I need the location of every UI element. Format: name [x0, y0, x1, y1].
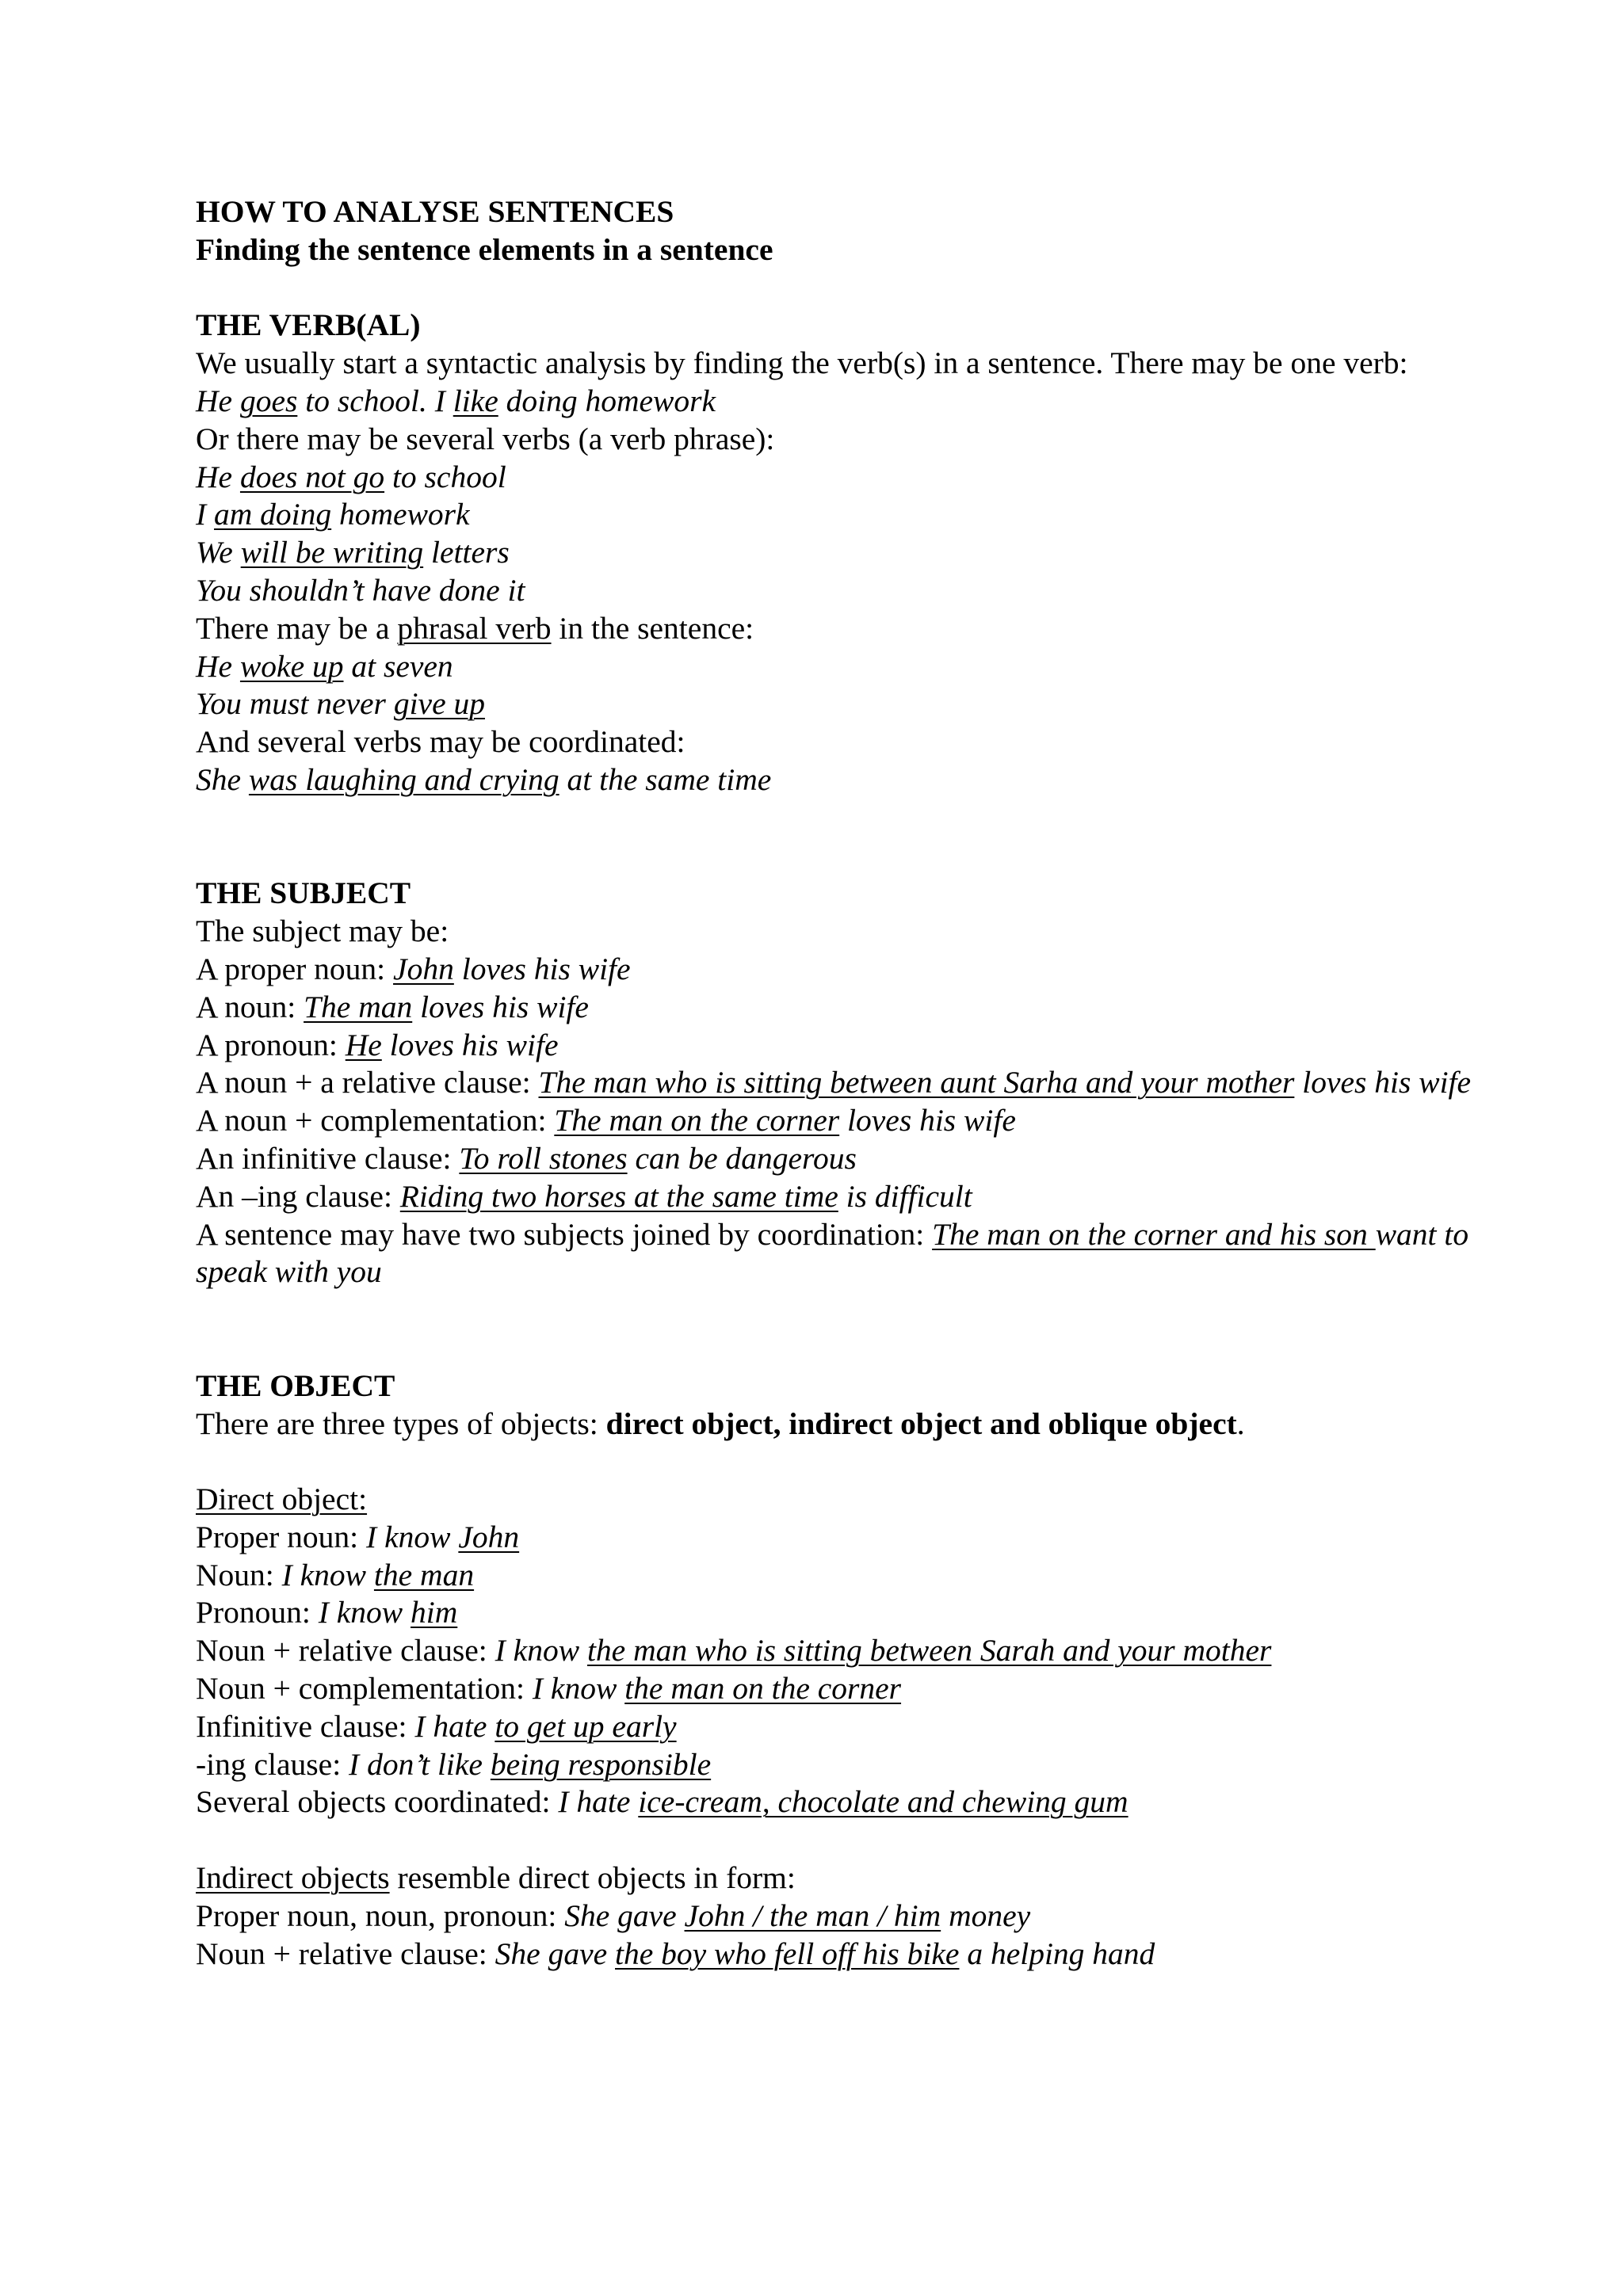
subject-intro: The subject may be: [196, 913, 449, 949]
verbal-several-text: Or there may be several verbs (a verb phrase): [196, 421, 775, 456]
document-subtitle: Finding the sentence elements in a sentence [196, 231, 773, 267]
verbal-example-7: You must never give up [196, 686, 485, 722]
verbal-example-3: I am doing homework [196, 497, 470, 532]
direct-object-noun: Noun: I know the man [196, 1557, 475, 1592]
direct-object-proper-noun: Proper noun: I know John [196, 1519, 520, 1554]
verbal-phrasal-text: There may be a phrasal verb in the sentence: [196, 610, 754, 646]
direct-object-complementation: Noun + complementation: I know the man on the corner [196, 1671, 902, 1707]
document-body [196, 193, 1495, 1973]
verbal-example-4: We will be writing letters [196, 535, 510, 570]
section-heading-verbal: THE VERB(AL) [196, 307, 421, 343]
subject-complementation: A noun + complementation: The man on the corner loves his wife [196, 1103, 1016, 1138]
subject-proper-noun: A proper noun: John loves his wife [196, 951, 631, 986]
verbal-example-8: She was laughing and crying at the same time [196, 761, 772, 797]
indirect-object-relative-clause: Noun + relative clause: She gave the boy who fell off his bike a helping hand [196, 1936, 1155, 1971]
verbal-intro: We usually start a syntactic analysis by finding the verb(s) in a sentence. There may be one verb: [196, 345, 1408, 381]
direct-object-pronoun: Pronoun: I know him [196, 1595, 458, 1630]
verbal-example-6: He woke up at seven [196, 648, 453, 684]
indirect-object-proper-noun: Proper noun, noun, pronoun: She gave John / the man / him money [196, 1897, 1031, 1933]
subject-pronoun: A pronoun: He loves his wife [196, 1027, 559, 1062]
subject-relative-clause: A noun + a relative clause: The man who is sitting between aunt Sarha and your mother loves his wife [196, 1065, 1472, 1100]
subject-coordination: A sentence may have two subjects joined by coordination: The man on the corner and his son want to speak with you [196, 1216, 1469, 1290]
verbal-example-2: He does not go to school [196, 459, 506, 494]
direct-object-infinitive-clause: Infinitive clause: I hate to get up early [196, 1708, 677, 1744]
verbal-example-5: You shouldn’t have done it [196, 572, 525, 608]
direct-object-heading: Direct object: [196, 1482, 368, 1517]
direct-object-relative-clause: Noun + relative clause: I know the man who is sitting between Sarah and your mother [196, 1633, 1272, 1669]
document-title: HOW TO ANALYSE SENTENCES [196, 194, 674, 229]
object-intro: There are three types of objects: direct object, indirect object and oblique object. [196, 1405, 1245, 1441]
verbal-coord-text: And several verbs may be coordinated: [196, 724, 685, 760]
section-heading-object: THE OBJECT [196, 1367, 395, 1403]
subject-noun: A noun: The man loves his wife [196, 989, 589, 1024]
section-heading-subject: THE SUBJECT [196, 875, 411, 911]
subject-infinitive-clause: An infinitive clause: To roll stones can be dangerous [196, 1140, 857, 1176]
subject-ing-clause: An –ing clause: Riding two horses at the same time is difficult [196, 1178, 972, 1214]
verbal-example-1: He goes to school. I like doing homework [196, 383, 716, 418]
direct-object-ing-clause: -ing clause: I don’t like being responsible [196, 1746, 712, 1782]
indirect-object-intro: Indirect objects resemble direct objects in form: [196, 1860, 796, 1896]
direct-object-coordination: Several objects coordinated: I hate ice-cream, chocolate and chewing gum [196, 1784, 1128, 1820]
